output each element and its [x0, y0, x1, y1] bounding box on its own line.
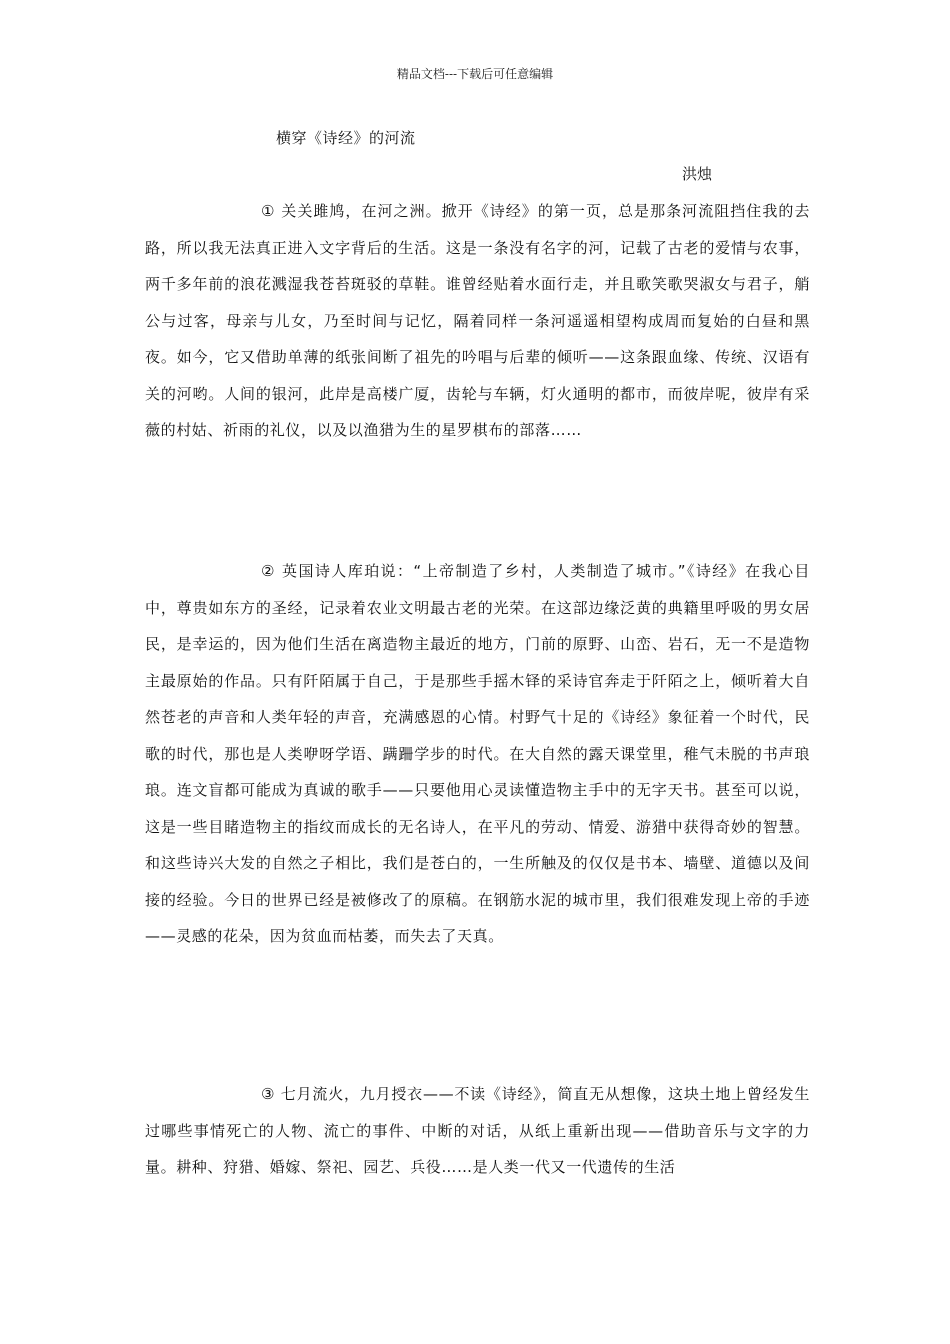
article-author: 洪烛 [682, 165, 713, 183]
paragraph-3: ③ 七月流火，九月授衣——不读《诗经》，简直无从想像，这块土地上曾经发生过哪些事情死亡的人物、流亡的事件、中断的对话，从纸上重新出现——借助音乐与文字的力量。耕种、狩猎、婚嫁、祭祀、园艺、兵役……是人类一代又一代遗传的生活 [145, 1085, 810, 1176]
paragraph-2: ② 英国诗人库珀说：“上帝制造了乡村，人类制造了城市。”《诗经》在我心目中，尊贵如东方的圣经，记录着农业文明最古老的光荣。在这部边缘泛黄的典籍里呼吸的男女居民，是幸运的，因为他们生活在离造物主最近的地方，门前的原野、山峦、岩石，无一不是造物主最原始的作品。只有阡陌属于自己，于是那些手摇木铎的采诗官奔走于阡陌之上，倾听着大自然苍老的声音和人类年轻的声音，充满感恩的心情。村野气十足的《诗经》象征着一个时代，民歌的时代，那也是人类咿呀学语、蹒跚学步的时代。在大自然的露天课堂里，稚气未脱的书声琅琅。连文盲都可能成为真诚的歌手——只要他用心灵读懂造物主手中的无字天书。甚至可以说，这是一些目睹造物主的指纹而成长的无名诗人，在平凡的劳动、情爱、游猎中获得奇妙的智慧。和这些诗兴大发的自然之子相比，我们是苍白的，一生所触及的仅仅是书本、墙壁、道德以及间接的经验。今日的世界已经是被修改了的原稿。在钢筋水泥的城市里，我们很难发现上帝的手迹——灵感的花朵，因为贫血而枯萎，而失去了天真。 [145, 562, 810, 945]
page-header-watermark: 精品文档---下载后可任意编辑 [396, 67, 554, 81]
paragraph-1: ① 关关雎鸠，在河之洲。掀开《诗经》的第一页，总是那条河流阻挡住我的去路，所以我无法真正进入文字背后的生活。这是一条没有名字的河，记载了古老的爱情与农事，两千多年前的浪花溅湿我苍苔斑驳的草鞋。谁曾经贴着水面行走，并且歌笑歌哭淑女与君子，艄公与过客，母亲与儿女，乃至时间与记忆，隔着同样一条河遥遥相望构成周而复始的白昼和黑夜。如今，它又借助单薄的纸张间断了祖先的吟唱与后辈的倾听——这条跟血缘、传统、汉语有关的河哟。人间的银河，此岸是高楼广厦，齿轮与车辆，灯火通明的都市，而彼岸呢，彼岸有采薇的村姑、祈雨的礼仪，以及以渔猎为生的星罗棋布的部落…… [145, 202, 810, 439]
article-title: 横穿《诗经》的河流 [276, 129, 416, 147]
